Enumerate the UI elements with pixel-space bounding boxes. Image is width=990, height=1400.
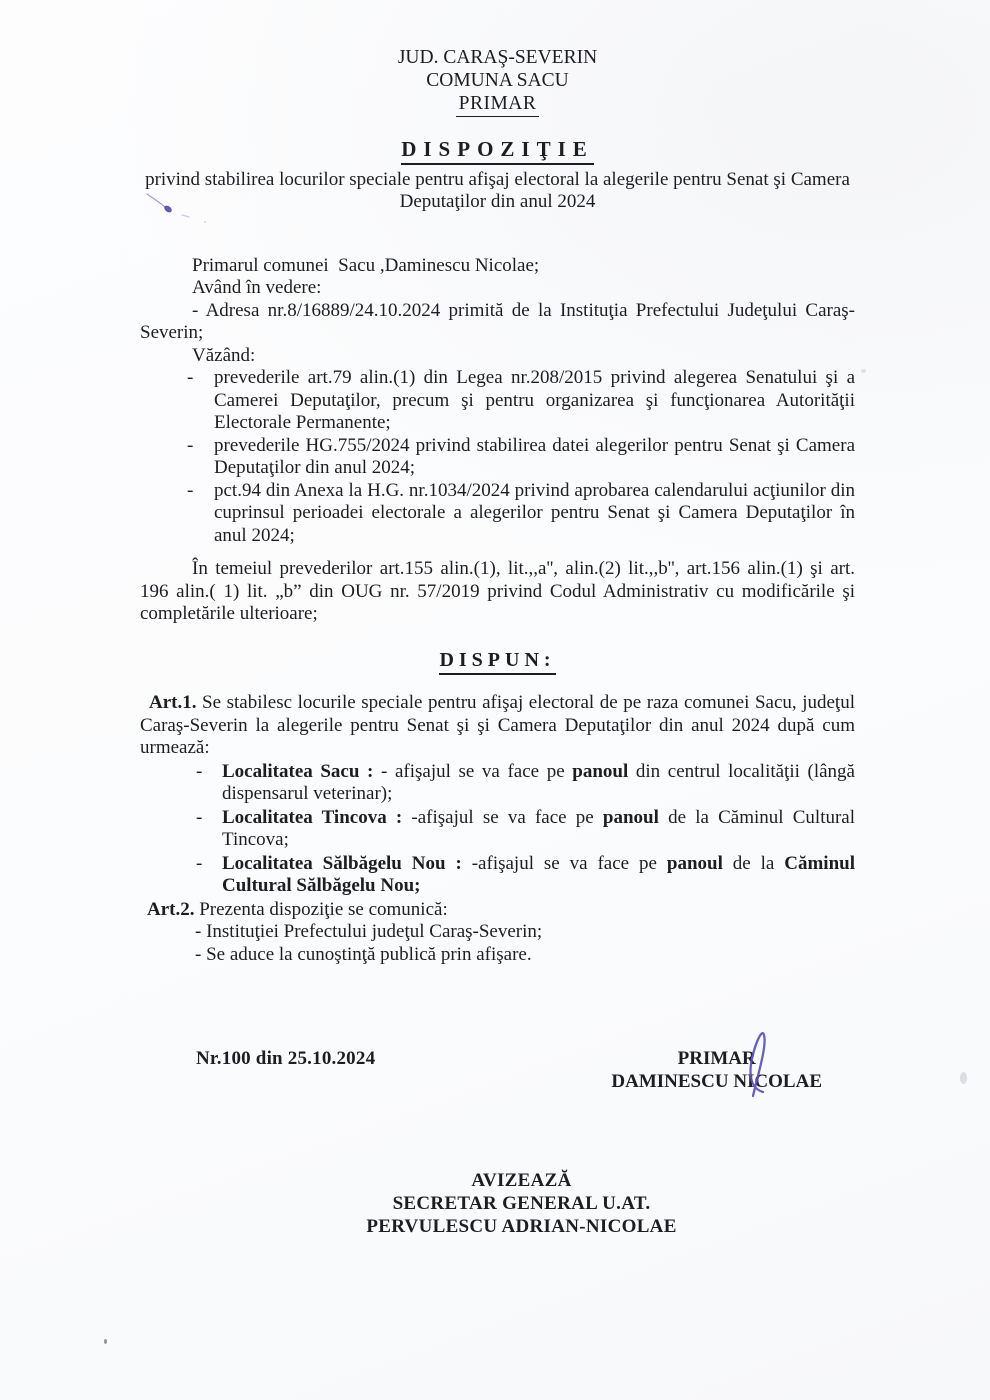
location-item-tincova <box>140 807 855 852</box>
location-text: Localitatea Tincova : -afişajul se va face pe panoul de la Căminul Cultural Tincova; <box>222 806 856 850</box>
art2-paragraph <box>140 899 855 922</box>
legal-ref-item <box>140 480 855 548</box>
signer-name: DAMINESCU NICOLAE <box>611 1070 822 1092</box>
preamble-section <box>140 255 855 626</box>
location-text: Localitatea Sălbăgelu Nou : -afişajul se va face pe panoul de la Căminul Cultural Sălbăgelu Nou; <box>222 852 855 896</box>
org-county-line: JUD. CARAŞ-SEVERIN <box>397 47 598 68</box>
doc-number-date: Nr.100 din 25.10.2024 <box>196 1048 376 1069</box>
art2-text: Prezenta dispoziţie se comunică: <box>194 898 448 920</box>
mayor-intro-line: Primarul comunei Sacu ,Daminescu Nicolae; <box>192 254 540 276</box>
aviz-secretary-name: PERVULESCU ADRIAN-NICOLAE <box>366 1216 677 1237</box>
org-office-underlined: PRIMAR <box>456 92 540 117</box>
doc-title-text: DISPOZIŢIE <box>401 138 594 165</box>
location-item-sacu <box>140 761 855 806</box>
legal-ref-text: prevederile art.79 alin.(1) din Legea nr.208/2015 privind alegerea Senatului şi a Camerei Deputaţilor, precum şi pentru organizarea şi funcţionarea Autorităţii Electorale Permanente; <box>214 367 855 433</box>
having-regard-line: Având în vedere: <box>192 277 322 298</box>
doc-title <box>140 138 855 165</box>
footer-row <box>140 1048 855 1093</box>
vazand-line: Văzând: <box>192 344 256 366</box>
art2-item-prefect: - Instituţiei Prefectului judeţul Caraş-Severin; <box>195 921 543 942</box>
signer-block <box>611 1048 822 1093</box>
art2-item-public: - Se aduce la cunoştinţă publică prin afişare. <box>195 943 532 965</box>
location-item-salbagelu-nou <box>140 853 855 898</box>
legal-ref-item <box>140 435 855 480</box>
dash-marker: - <box>187 367 194 388</box>
legal-basis-paragraph: În temeiul prevederilor art.155 alin.(1), lit.,,a'', alin.(2) lit.,,b'', art.156 alin.(1) şi art. 196 alin.( 1) lit. „b” din OUG nr. 57/2019 privind Codul Administrativ cu modificările şi completările ulterioare; <box>140 558 855 624</box>
location-list <box>140 761 855 898</box>
scan-speck <box>861 369 866 373</box>
aviz-secretary-title: SECRETAR GENERAL U.AT. <box>392 1193 651 1214</box>
dispun-heading <box>140 649 855 676</box>
legal-ref-text: prevederile HG.755/2024 privind stabilirea datei alegerilor pentru Senat şi Camera Deputaţilor din anul 2024; <box>214 434 855 478</box>
scan-speck <box>960 1072 967 1084</box>
legal-ref-list <box>140 367 855 547</box>
dash-marker: - <box>187 434 194 456</box>
signer-title: PRIMAR <box>677 1048 756 1069</box>
dash-marker: - <box>196 806 203 828</box>
doc-subtitle-line2: Deputaţilor din anul 2024 <box>399 191 596 212</box>
dispun-heading-text: DISPUN: <box>439 649 555 676</box>
location-text: Localitatea Sacu : - afişajul se va face pe panoul din centrul localităţii (lângă dispensarul veterinar); <box>222 760 855 804</box>
doc-subtitle <box>140 169 855 214</box>
legal-ref-text: pct.94 din Anexa la H.G. nr.1034/2024 privind aprobarea calendarului acţiunilor din cuprinsul perioadei electorale a alegerilor pentru Senat şi Camera Deputaţilor în anul 2024; <box>214 479 855 546</box>
art1-label: Art.1. <box>149 692 197 713</box>
legal-ref-item <box>140 367 855 435</box>
art1-paragraph <box>140 692 855 760</box>
dash-marker: - <box>196 852 203 874</box>
dash-marker: - <box>187 479 194 501</box>
org-header <box>140 46 855 117</box>
aviz-heading: AVIZEAZĂ <box>471 1170 572 1191</box>
art2-label: Art.2. <box>147 898 195 920</box>
doc-subtitle-line1: privind stabilirea locurilor speciale pentru afişaj electoral la alegerile pentru Senat şi Camera <box>145 168 850 190</box>
aviz-block <box>188 1169 855 1238</box>
address-ref-paragraph: - Adresa nr.8/16889/24.10.2024 primită de la Instituţia Prefectului Judeţului Caraş-Severin; <box>140 299 855 343</box>
art1-text: Se stabilesc locurile speciale pentru afişaj electoral de pe raza comunei Sacu, judeţul Caraş-Severin la alegerile pentru Senat şi şi Camera Deputaţilor din anul 2024 după cum urmează: <box>140 692 855 758</box>
dash-marker: - <box>196 760 203 782</box>
org-office-line <box>140 92 855 117</box>
org-commune-line: COMUNA SACU <box>426 70 569 91</box>
scan-speck <box>104 1339 107 1344</box>
